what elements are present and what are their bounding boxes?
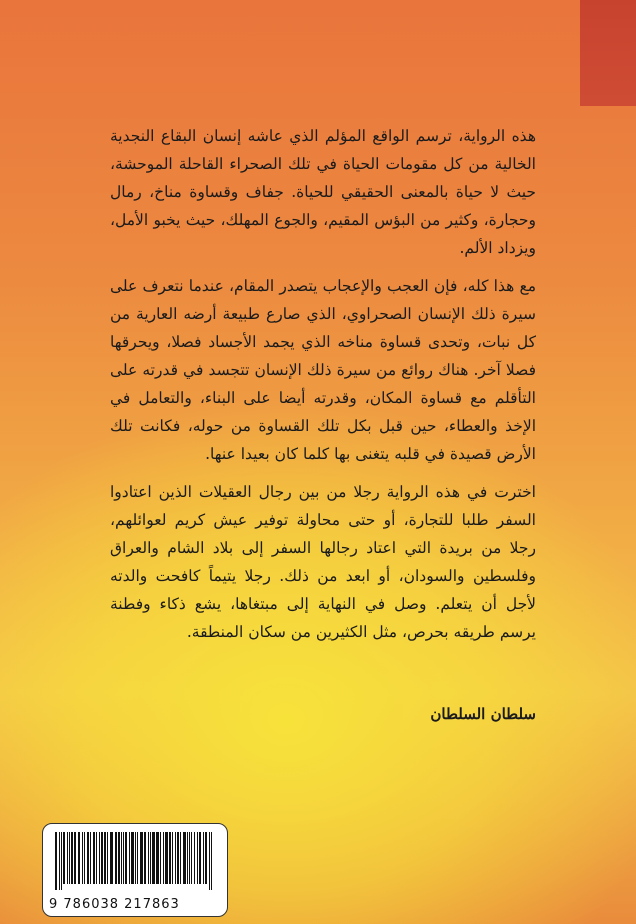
barcode-bar (203, 832, 204, 884)
barcode-bar (175, 832, 176, 884)
barcode-bar (101, 832, 103, 884)
isbn-barcode (42, 823, 228, 917)
barcode-bar (129, 832, 130, 884)
barcode-bar (160, 832, 161, 884)
barcode-bar (205, 832, 207, 884)
barcode-bar (183, 832, 186, 884)
barcode-bar (93, 832, 95, 884)
barcode-bar (67, 832, 68, 884)
barcode-bars (53, 832, 217, 890)
barcode-bar (59, 832, 60, 890)
barcode-bar (123, 832, 124, 884)
barcode-bar (191, 832, 192, 884)
barcode-bar (118, 832, 120, 884)
barcode-bar (125, 832, 127, 884)
barcode-bar (131, 832, 134, 884)
barcode-bar (137, 832, 138, 884)
barcode-bar (82, 832, 83, 884)
barcode-bar (150, 832, 151, 884)
barcode-bar (78, 832, 80, 884)
barcode-bar (165, 832, 168, 884)
barcode-bar (209, 832, 210, 890)
barcode-bar (55, 832, 57, 890)
barcode-bar (71, 832, 73, 884)
barcode-bar (84, 832, 85, 884)
barcode-bar (69, 832, 70, 884)
barcode-bar (194, 832, 195, 884)
barcode-bar (199, 832, 201, 884)
barcode-bar (104, 832, 106, 884)
barcode-bar (187, 832, 188, 884)
barcode-bar (144, 832, 146, 884)
barcode-bar (156, 832, 159, 884)
barcode-bar (99, 832, 100, 884)
barcode-bar (121, 832, 122, 884)
barcode-bar (172, 832, 173, 884)
barcode-bar (110, 832, 113, 884)
barcode-bar (152, 832, 155, 884)
barcode-bar (148, 832, 149, 884)
barcode-bar (211, 832, 212, 890)
barcode-bar (115, 832, 117, 884)
barcode-bar (90, 832, 91, 884)
barcode-bar (63, 832, 65, 884)
barcode-bar (74, 832, 76, 884)
barcode-bar (180, 832, 181, 884)
back-cover-blurb (110, 122, 536, 656)
barcode-bar (197, 832, 198, 884)
barcode-bar (163, 832, 164, 884)
blurb-paragraph-3: اخترت في هذه الرواية رجلا من بين رجال العقيلات الذين اعتادوا السفر طلبا للتجارة، أو حتى محاولة توفير عيش كريم لعوائلهم، رجلا من بريدة التي اعتاد رجالها السفر إلى بلاد الشام والعراق وفلسطين والسودان، أو ابعد من ذلك. رجلا يتيماً كافحت والدته لأجل أن يتعلم. وصل في النهاية إلى مبتغاها، يشع ذكاء وفطنة يرسم طريقه بحرص، مثل الكثيرين من سكان المنطقة. (110, 483, 536, 641)
barcode-bar (61, 832, 62, 890)
barcode-bar (135, 832, 136, 884)
barcode-bar (96, 832, 97, 884)
barcode-bar (189, 832, 190, 884)
author-name: سلطان السلطان (430, 705, 536, 723)
barcode-bar (140, 832, 143, 884)
accent-color-block (580, 0, 636, 106)
barcode-bar (107, 832, 108, 884)
barcode-bar (177, 832, 179, 884)
barcode-bar (169, 832, 171, 884)
blurb-paragraph-1: هذه الرواية، ترسم الواقع المؤلم الذي عاشه إنسان البقاع النجدية الخالية من كل مقومات الحياة في تلك الصحراء القاحلة الموحشة، حيث لا حياة بالمعنى الحقيقي للحياة. جفاف وقساوة مناخ، رمال وحجارة، وكثير من البؤس المقيم، والجوع المهلك، حيث يخبو الأمل، ويزداد الألم. (110, 127, 536, 257)
blurb-paragraph-2: مع هذا كله، فإن العجب والإعجاب يتصدر المقام، عندما نتعرف على سيرة ذلك الإنسان الصحراوي، الذي صارع طبيعة أرضه العارية من كل نبات، وتحدى قساوة مناخه الذي يجمد الأجساد فصلا، ويحرقها فصلا آخر. هناك روائع من سيرة ذلك الإنسان تتجسد في قدرته على التأقلم مع قساوة المكان، وقدرته أيضا على البناء، والتعامل في الإخذ والعطاء، حين قبل بكل تلك القساوة من حوله، فكانت تلك الأرض قصيدة في قلبه يتغنى بها كلما كان بعيدا عنها. (110, 277, 536, 463)
barcode-bar (87, 832, 89, 884)
isbn-digits: 9 786038 217863 (49, 897, 180, 912)
